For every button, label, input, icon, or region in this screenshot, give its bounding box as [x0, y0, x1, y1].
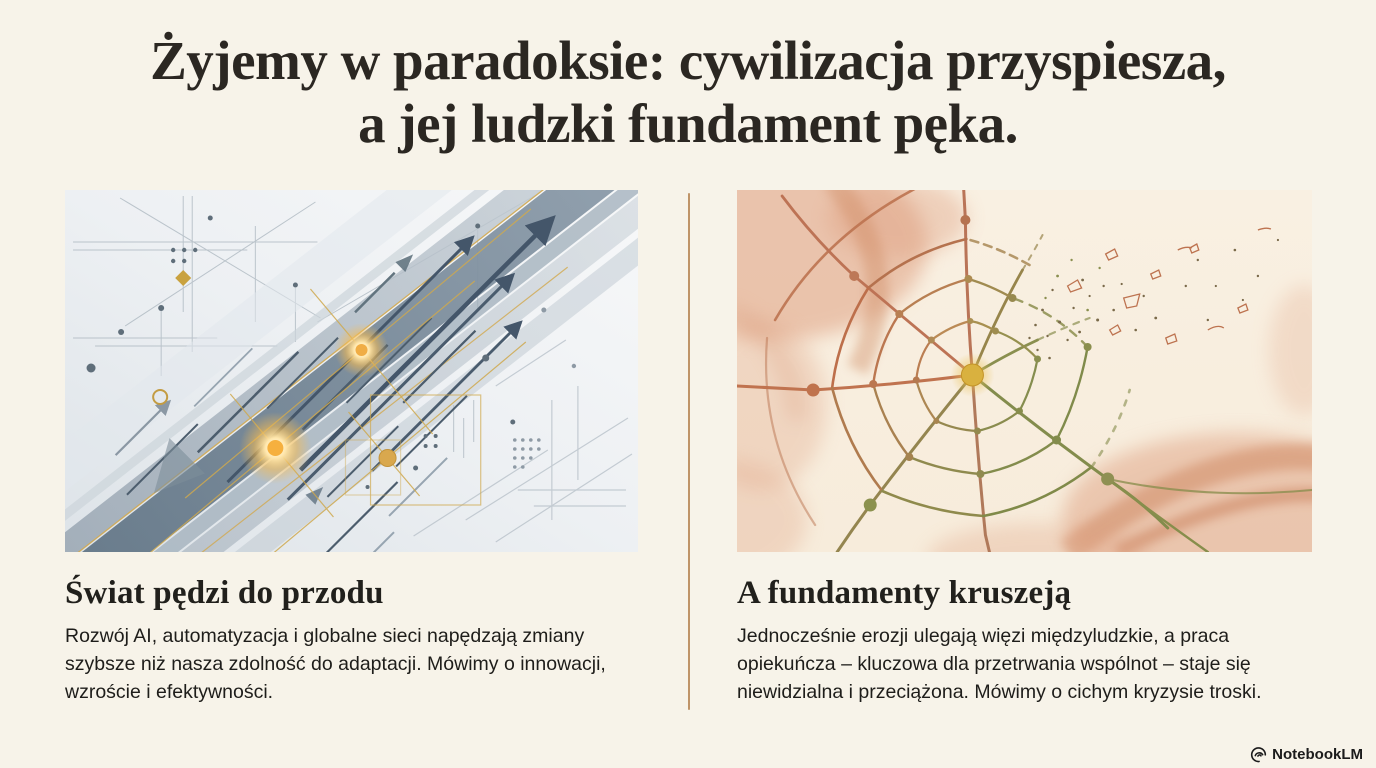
left-column — [65, 190, 638, 706]
left-heading: Świat pędzi do przodu — [65, 575, 384, 611]
page-title-line1: Żyjemy w paradoksie: cywilizacja przyspiesza, — [150, 30, 1226, 91]
fraying-web-illustration — [737, 190, 1312, 552]
page-title-line2: a jej ludzki fundament pęka. — [358, 92, 1018, 154]
left-body-text: Rozwój AI, automatyzacja i globalne sieci napędzają zmiany szybsze niż nasza zdolność do adaptacji. Mówimy o innowacji, wzroście i efektywności. — [65, 625, 606, 703]
column-divider — [688, 193, 690, 710]
page-title — [0, 30, 1376, 155]
notebooklm-attribution — [1250, 746, 1363, 763]
notebooklm-icon — [1250, 746, 1267, 763]
right-heading: A fundamenty kruszeją — [737, 575, 1072, 611]
right-body-text: Jednocześnie erozji ulegają więzi międzyludzkie, a praca opiekuńcza – kluczowa dla przetrwania wspólnot – staje się niewidzialna i przeciążona. Mówimy o cichym kryzysie troski. — [737, 625, 1262, 703]
accelerating-arrows-illustration — [65, 190, 638, 552]
right-column — [737, 190, 1312, 706]
notebooklm-wordmark: NotebookLM — [1272, 746, 1363, 763]
